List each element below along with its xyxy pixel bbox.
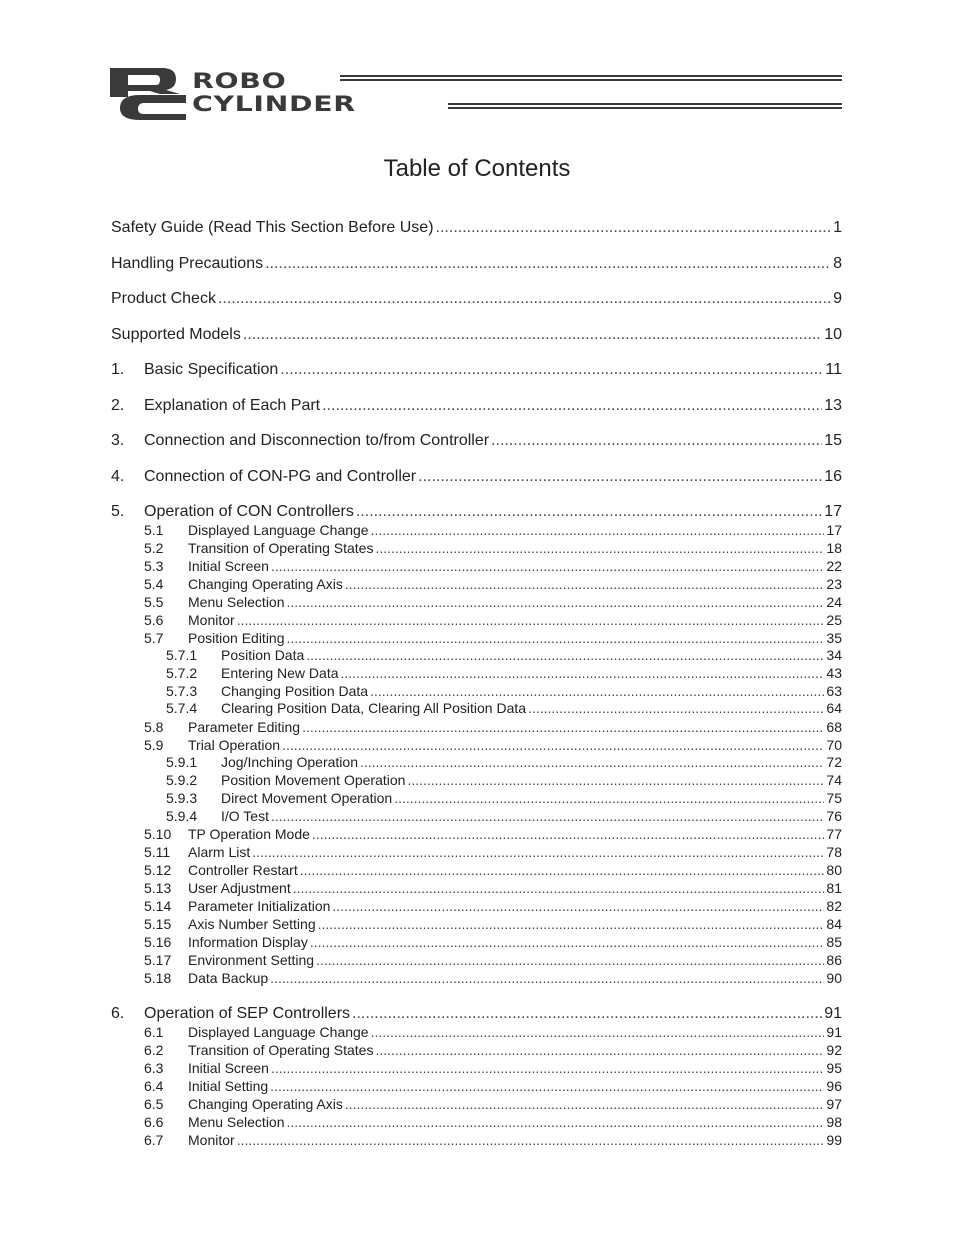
toc-dot-leader xyxy=(341,665,825,683)
toc-entry-number: 6.4 xyxy=(144,1078,164,1095)
toc-entry[interactable] xyxy=(111,611,842,629)
toc-entry-page: 64 xyxy=(826,700,842,717)
toc-entry-number: 6.7 xyxy=(144,1132,164,1149)
toc-entry-title: Information Display xyxy=(188,934,308,951)
toc-dot-leader xyxy=(407,772,824,790)
toc-dot-leader xyxy=(318,915,825,933)
toc-dot-leader xyxy=(345,575,825,593)
toc-entry-page: 1 xyxy=(833,219,842,236)
toc-entry[interactable] xyxy=(111,700,842,718)
toc-entry[interactable] xyxy=(111,1059,842,1077)
toc-entry-title: I/O Test xyxy=(221,807,269,824)
toc-dot-leader xyxy=(345,1095,825,1113)
toc-entry-page: 43 xyxy=(826,664,842,681)
toc-dot-leader xyxy=(375,539,824,557)
header-rule-bottom xyxy=(448,103,842,109)
toc-entry-number: 5.1 xyxy=(144,522,164,538)
toc-entry[interactable] xyxy=(111,466,842,502)
toc-entry-page: 15 xyxy=(824,432,842,449)
toc-entry-page: 25 xyxy=(826,612,842,628)
toc-entry-title: Data Backup xyxy=(188,970,269,987)
toc-dot-leader xyxy=(528,700,824,718)
toc-entry[interactable] xyxy=(111,933,842,951)
toc-entry-number: 5. xyxy=(111,503,125,520)
toc-entry[interactable] xyxy=(111,521,842,539)
toc-dot-leader xyxy=(252,843,824,861)
toc-entry-number: 5.12 xyxy=(144,862,172,879)
toc-entry[interactable] xyxy=(111,861,842,879)
toc-entry[interactable] xyxy=(111,575,842,593)
toc-entry[interactable] xyxy=(111,772,842,790)
toc-entry-number: 5.9 xyxy=(144,737,164,754)
toc-entry[interactable] xyxy=(111,736,842,754)
toc-dot-leader xyxy=(271,557,824,575)
toc-dot-leader xyxy=(316,951,824,969)
toc-entry-page: 78 xyxy=(826,844,842,861)
toc-entry-number: 6. xyxy=(111,1005,125,1023)
toc-entry-page: 95 xyxy=(826,1060,842,1077)
toc-dot-leader xyxy=(282,736,824,754)
toc-entry-title: Explanation of Each Part xyxy=(144,396,321,414)
toc-dot-leader xyxy=(306,647,824,665)
toc-entry[interactable] xyxy=(111,430,842,466)
toc-entry-title: Initial Screen xyxy=(188,558,269,574)
toc-entry-number: 5.8 xyxy=(144,719,164,736)
toc-entry-page: 76 xyxy=(826,807,842,824)
toc-entry-title: Direct Movement Operation xyxy=(221,789,393,806)
toc-section-spacer xyxy=(111,987,842,1003)
toc-entry[interactable] xyxy=(111,1095,842,1113)
toc-entry-number: 5.9.2 xyxy=(166,771,198,788)
toc-entry-title: Transition of Operating States xyxy=(188,540,374,556)
toc-dot-leader xyxy=(491,430,822,452)
toc-dot-leader xyxy=(280,359,823,381)
rc-logo-mark-icon xyxy=(110,68,186,120)
toc-entry-number: 5.7.1 xyxy=(166,647,198,663)
toc-dot-leader xyxy=(265,253,831,275)
toc-entry[interactable] xyxy=(111,593,842,611)
toc-dot-leader xyxy=(360,754,824,772)
toc-entry-title: Monitor xyxy=(188,612,235,628)
toc-entry-page: 16 xyxy=(824,467,842,485)
toc-entry-page: 10 xyxy=(824,325,842,343)
toc-entry-title: Displayed Language Change xyxy=(188,522,369,538)
toc-entry-number: 5.7.2 xyxy=(166,664,198,681)
toc-dot-leader xyxy=(271,808,824,826)
toc-entry[interactable] xyxy=(111,253,842,289)
toc-dot-leader xyxy=(302,718,824,736)
toc-dot-leader xyxy=(270,969,824,987)
toc-entry[interactable] xyxy=(111,879,842,897)
toc-dot-leader xyxy=(271,1059,824,1077)
toc-entry[interactable] xyxy=(111,718,842,736)
toc-entry-title: Changing Operating Axis xyxy=(188,576,343,592)
toc-entry[interactable] xyxy=(111,843,842,861)
toc-dot-leader xyxy=(332,897,824,915)
toc-entry-number: 5.6 xyxy=(144,612,164,628)
toc-entry-title: Operation of CON Controllers xyxy=(144,503,354,520)
toc-entry-title: Initial Setting xyxy=(188,1078,269,1095)
toc-entry-title: Basic Specification xyxy=(144,361,279,378)
toc-entry-page: 98 xyxy=(826,1114,842,1131)
toc-entry-number: 5.7 xyxy=(144,630,164,646)
toc-entry-page: 68 xyxy=(826,719,842,736)
toc-entry[interactable] xyxy=(111,1041,842,1059)
toc-entry-page: 74 xyxy=(826,771,842,788)
toc-entry-number: 3. xyxy=(111,432,125,449)
toc-entry-page: 81 xyxy=(826,880,842,897)
toc-entry-page: 13 xyxy=(824,396,842,414)
toc-entry-page: 99 xyxy=(826,1132,842,1149)
toc-entry[interactable] xyxy=(111,897,842,915)
toc-entry[interactable] xyxy=(111,1113,842,1131)
toc-entry-number: 4. xyxy=(111,467,125,485)
toc-dot-leader xyxy=(371,1023,825,1041)
toc-entry-number: 6.2 xyxy=(144,1042,164,1059)
toc-entry-title: Entering New Data xyxy=(221,664,339,681)
toc-entry[interactable] xyxy=(111,1131,842,1149)
toc-entry-page: 18 xyxy=(826,540,842,556)
robo-cylinder-logo xyxy=(110,68,842,120)
toc-entry[interactable] xyxy=(111,217,842,253)
toc-entry-page: 72 xyxy=(826,754,842,771)
toc-entry[interactable] xyxy=(111,825,842,843)
toc-entry-page: 84 xyxy=(826,916,842,933)
toc-entry-number: 1. xyxy=(111,361,125,378)
toc-entry-page: 92 xyxy=(826,1042,842,1059)
toc-entry-page: 17 xyxy=(824,503,842,520)
toc-entry-title: Jog/Inching Operation xyxy=(221,754,358,771)
toc-entry-number: 6.5 xyxy=(144,1096,164,1113)
toc-entry-title: Parameter Editing xyxy=(188,719,301,736)
toc-entry[interactable] xyxy=(111,915,842,933)
toc-entry-number: 5.11 xyxy=(144,844,171,861)
toc-entry-page: 34 xyxy=(826,647,842,663)
toc-entry-page: 24 xyxy=(826,594,842,610)
toc-entry-title: Environment Setting xyxy=(188,952,315,969)
toc-entry-number: 5.10 xyxy=(144,826,172,843)
toc-entry-title: Alarm List xyxy=(188,844,251,861)
toc-entry-page: 90 xyxy=(826,970,842,987)
toc-entry-number: 5.5 xyxy=(144,594,164,610)
toc-entry-page: 86 xyxy=(826,952,842,969)
toc-entry-number: 6.3 xyxy=(144,1060,164,1077)
toc-entry-title: TP Operation Mode xyxy=(188,826,310,843)
toc-dot-leader xyxy=(310,933,825,951)
toc-entry-page: 8 xyxy=(833,254,842,272)
toc-entry-title: Product Check xyxy=(111,290,216,307)
toc-entry[interactable] xyxy=(111,665,842,683)
toc-entry-number: 5.14 xyxy=(144,898,172,915)
toc-dot-leader xyxy=(394,790,824,808)
toc-entry-page: 17 xyxy=(826,522,842,538)
toc-entry-title: User Adjustment xyxy=(188,880,291,897)
toc-entry[interactable] xyxy=(111,754,842,772)
toc-entry-page: 91 xyxy=(826,1024,842,1041)
toc-entry-number: 5.4 xyxy=(144,576,164,592)
toc-entry[interactable] xyxy=(111,395,842,431)
toc-entry-number: 6.6 xyxy=(144,1114,164,1131)
toc-dot-leader xyxy=(370,683,824,701)
header-rule-top xyxy=(340,75,842,81)
toc-entry-page: 82 xyxy=(826,898,842,915)
toc-entry-page: 91 xyxy=(824,1005,842,1023)
toc-entry-number: 5.15 xyxy=(144,916,172,933)
toc-entry[interactable] xyxy=(111,324,842,360)
toc-entry-number: 5.7.3 xyxy=(166,682,198,699)
toc-dot-leader xyxy=(300,861,825,879)
toc-entry[interactable] xyxy=(111,501,842,521)
toc-entry-number: 5.18 xyxy=(144,970,172,987)
toc-dot-leader xyxy=(287,629,825,647)
toc-entry-number: 5.9.4 xyxy=(166,807,198,824)
toc-entry-page: 70 xyxy=(826,737,842,754)
toc-entry[interactable] xyxy=(111,1003,842,1023)
toc-dot-leader xyxy=(356,501,822,523)
logo-text-cylinder: CYLINDER xyxy=(192,92,356,116)
toc-entry[interactable] xyxy=(111,359,842,395)
toc-entry-title: Parameter Initialization xyxy=(188,898,331,915)
toc-dot-leader xyxy=(287,1113,825,1131)
toc-dot-leader xyxy=(352,1003,822,1025)
toc-entry[interactable] xyxy=(111,288,842,324)
toc-entry-title: Displayed Language Change xyxy=(188,1024,369,1041)
toc-entry-page: 35 xyxy=(826,630,842,646)
toc-entry-title: Changing Position Data xyxy=(221,682,369,699)
toc-entry-number: 5.2 xyxy=(144,540,164,556)
toc-dot-leader xyxy=(287,593,825,611)
toc-entry-number: 5.3 xyxy=(144,558,164,574)
toc-entry-title: Operation of SEP Controllers xyxy=(144,1005,351,1023)
toc-entry-title: Position Data xyxy=(221,647,305,663)
toc-entry-title: Position Editing xyxy=(188,630,285,646)
toc-entry-title: Clearing Position Data, Clearing All Position Data xyxy=(221,700,527,717)
toc-entry[interactable] xyxy=(111,647,842,665)
toc-entry-title: Transition of Operating States xyxy=(188,1042,374,1059)
toc-dot-leader xyxy=(237,611,825,629)
toc-entry-number: 5.16 xyxy=(144,934,172,951)
toc-entry[interactable] xyxy=(111,1023,842,1041)
toc-dot-leader xyxy=(293,879,825,897)
toc-entry[interactable] xyxy=(111,951,842,969)
toc-entry-page: 75 xyxy=(826,789,842,806)
toc-entry-number: 2. xyxy=(111,396,125,414)
toc-entry-title: Axis Number Setting xyxy=(188,916,316,933)
toc-dot-leader xyxy=(375,1041,824,1059)
toc-entry-title: Controller Restart xyxy=(188,862,298,879)
toc-dot-leader xyxy=(371,521,825,539)
toc-dot-leader xyxy=(270,1077,824,1095)
toc-entry[interactable] xyxy=(111,1077,842,1095)
page-title: Table of Contents xyxy=(383,155,571,182)
toc-dot-leader xyxy=(418,466,822,488)
toc-entry-number: 6.1 xyxy=(144,1024,164,1041)
toc-entry-title: Connection and Disconnection to/from Controller xyxy=(144,432,490,449)
toc-entry-page: 11 xyxy=(825,361,842,378)
toc-entry-page: 97 xyxy=(826,1096,842,1113)
toc-entry-page: 63 xyxy=(826,682,842,699)
toc-entry-title: Monitor xyxy=(188,1132,235,1149)
toc-entry-title: Changing Operating Axis xyxy=(188,1096,343,1113)
toc-entry-number: 5.17 xyxy=(144,952,172,969)
toc-entry-page: 85 xyxy=(826,934,842,951)
toc-entry-page: 96 xyxy=(826,1078,842,1095)
toc-entry-title: Position Movement Operation xyxy=(221,771,406,788)
toc-entry-page: 9 xyxy=(833,290,842,307)
toc-entry-page: 22 xyxy=(826,558,842,574)
toc-dot-leader xyxy=(312,825,825,843)
toc-entry-title: Menu Selection xyxy=(188,1114,285,1131)
toc-entry-page: 80 xyxy=(826,862,842,879)
toc-entry-number: 5.13 xyxy=(144,880,172,897)
toc-entry-page: 23 xyxy=(826,576,842,592)
toc-entry-page: 77 xyxy=(826,826,842,843)
toc-entry[interactable] xyxy=(111,557,842,575)
toc-dot-leader xyxy=(322,395,822,417)
toc-dot-leader xyxy=(436,217,832,239)
toc-entry[interactable] xyxy=(111,790,842,808)
toc-entry-title: Supported Models xyxy=(111,325,241,343)
toc-entry-title: Initial Screen xyxy=(188,1060,269,1077)
toc-entry-number: 5.7.4 xyxy=(166,700,198,717)
toc-entry-number: 5.9.3 xyxy=(166,789,198,806)
toc-entry-title: Menu Selection xyxy=(188,594,285,610)
toc-entry[interactable] xyxy=(111,539,842,557)
logo-text-robo: ROBO xyxy=(192,69,287,93)
toc-entry[interactable] xyxy=(111,969,842,987)
toc-dot-leader xyxy=(237,1131,825,1149)
toc-entry-title: Trial Operation xyxy=(188,737,281,754)
toc-entry[interactable] xyxy=(111,629,842,647)
toc-entry-title: Connection of CON-PG and Controller xyxy=(144,467,417,485)
table-of-contents xyxy=(111,217,842,1149)
toc-entry[interactable] xyxy=(111,683,842,701)
toc-entry-title: Handling Precautions xyxy=(111,254,264,272)
toc-entry-number: 5.9.1 xyxy=(166,754,198,771)
toc-entry-title: Safety Guide (Read This Section Before Use) xyxy=(111,219,434,236)
toc-dot-leader xyxy=(243,324,822,346)
toc-dot-leader xyxy=(218,288,831,310)
toc-entry[interactable] xyxy=(111,808,842,826)
